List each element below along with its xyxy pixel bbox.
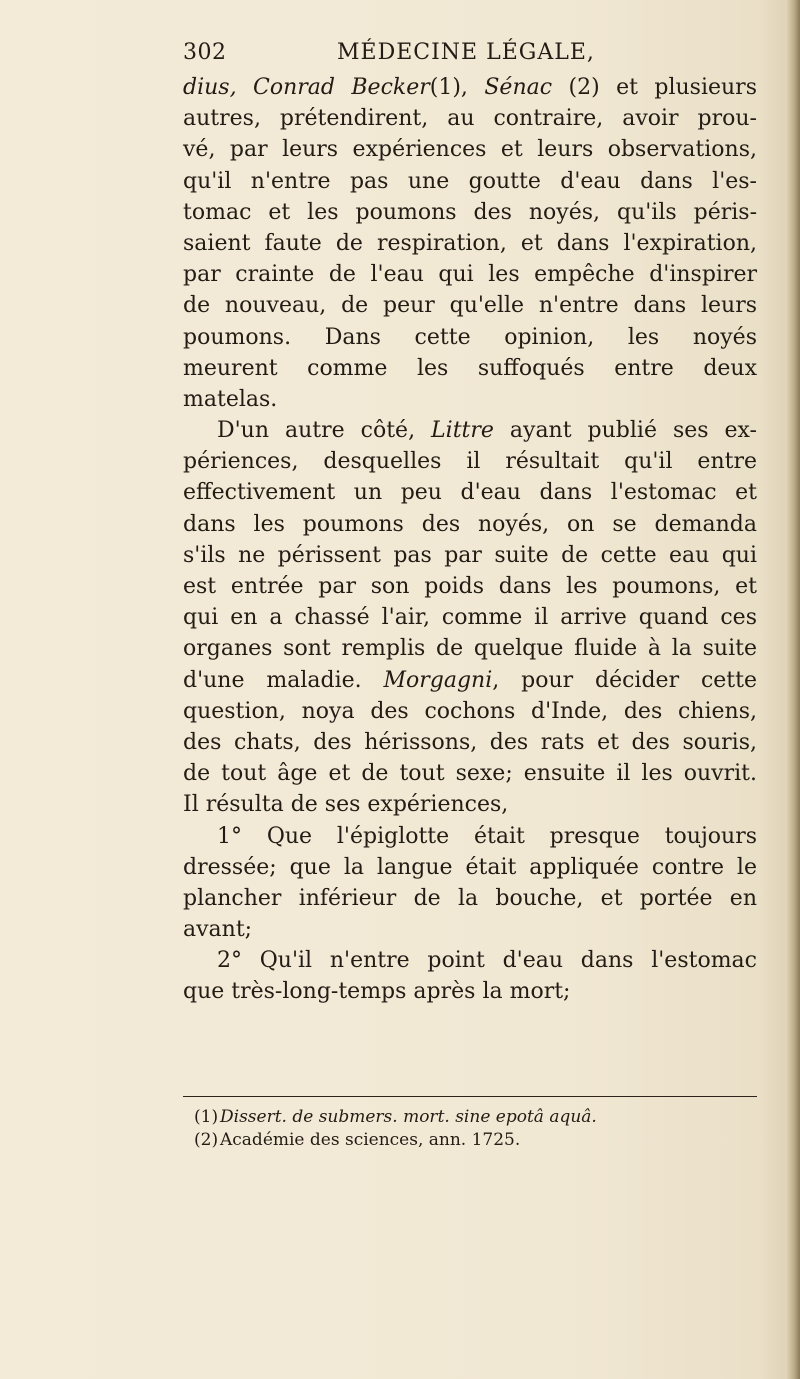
text-line: par crainte de l'eau qui les empêche d'inspirer — [183, 262, 757, 288]
text-run: (2) et plusieurs — [552, 75, 757, 100]
italic-name: Sénac — [484, 75, 553, 100]
text-line: s'ils ne périssent pas par suite de cette eau qui — [183, 542, 757, 568]
text-line — [183, 72, 757, 103]
text-run: D'un autre côté, — [217, 418, 432, 444]
text-line: tomac et les poumons des noyés, qu'ils péris- — [183, 199, 757, 225]
page-header — [183, 40, 653, 72]
text-line: de tout âge et de tout sexe; ensuite il les ouvrit. — [183, 761, 757, 787]
footnote-2 — [194, 1129, 754, 1152]
text-line: Il résulta de ses expériences, — [183, 792, 509, 818]
text-line: question, noya des cochons d'Inde, des chiens, — [183, 698, 757, 724]
text-run: ayant publié ses ex- — [493, 418, 757, 444]
text-line: avant; — [183, 917, 253, 943]
footnote-text: Dissert. de submers. mort. sine epotâ aquâ. — [220, 1107, 597, 1127]
text-line: dans les poumons des noyés, on se demanda — [183, 511, 757, 537]
text-run: , pour décider cette — [492, 667, 757, 693]
text-line: effectivement un peu d'eau dans l'estomac et — [183, 480, 757, 506]
italic-name: Morgagni — [383, 667, 493, 693]
text-line: qu'il n'entre pas une goutte d'eau dans l'es- — [183, 168, 757, 194]
text-line: périences, desquelles il résultait qu'il entre — [183, 449, 757, 475]
text-line — [183, 665, 757, 696]
text-line: est entrée par son poids dans les poumons, et — [183, 574, 757, 599]
footnote-text: Académie des sciences, ann. 1725. — [220, 1130, 521, 1150]
italic-name: Littre — [431, 418, 494, 444]
text-line: meurent comme les suffoqués entre deux — [183, 355, 757, 381]
footnotes — [194, 1106, 754, 1152]
text-run: d'une maladie. — [183, 667, 384, 693]
italic-name: dius, Conrad Becker — [183, 75, 430, 100]
text-line: 1° Que l'épiglotte était presque toujours — [217, 823, 757, 849]
footnote-1 — [194, 1106, 754, 1129]
text-line: matelas. — [183, 386, 278, 412]
text-line: plancher inférieur de la bouche, et portée en — [183, 885, 757, 911]
text-line: des chats, des hérissons, des rats et des souris, — [183, 729, 757, 755]
text-run: (1), — [429, 75, 485, 100]
text-line: de nouveau, de peur qu'elle n'entre dans leurs — [183, 293, 757, 319]
text-line: 2° Qu'il n'entre point d'eau dans l'estomac — [217, 948, 757, 974]
page-number: 302 — [183, 40, 227, 65]
page-edge-shadow — [786, 0, 800, 1379]
text-line: saient faute de respiration, et dans l'expiration, — [183, 230, 757, 256]
text-line: qui en a chassé l'air, comme il arrive quand ces — [183, 605, 757, 631]
running-title: MÉDECINE LÉGALE, — [337, 40, 595, 65]
text-line: autres, prétendirent, au contraire, avoir prou- — [183, 106, 757, 132]
text-line: organes sont remplis de quelque fluide à la suite — [183, 636, 757, 662]
text-line: que très-long-temps après la mort; — [183, 979, 571, 1005]
text-line — [183, 415, 757, 446]
text-line: poumons. Dans cette opinion, les noyés — [183, 324, 757, 350]
text-line: dressée; que la langue était appliquée contre le — [183, 854, 757, 880]
footnote-rule — [183, 1096, 757, 1097]
footnote-mark: (2) — [194, 1130, 219, 1150]
footnote-mark: (1) — [194, 1107, 219, 1127]
body-text — [183, 72, 757, 1008]
text-line: vé, par leurs expériences et leurs observations, — [183, 137, 757, 163]
